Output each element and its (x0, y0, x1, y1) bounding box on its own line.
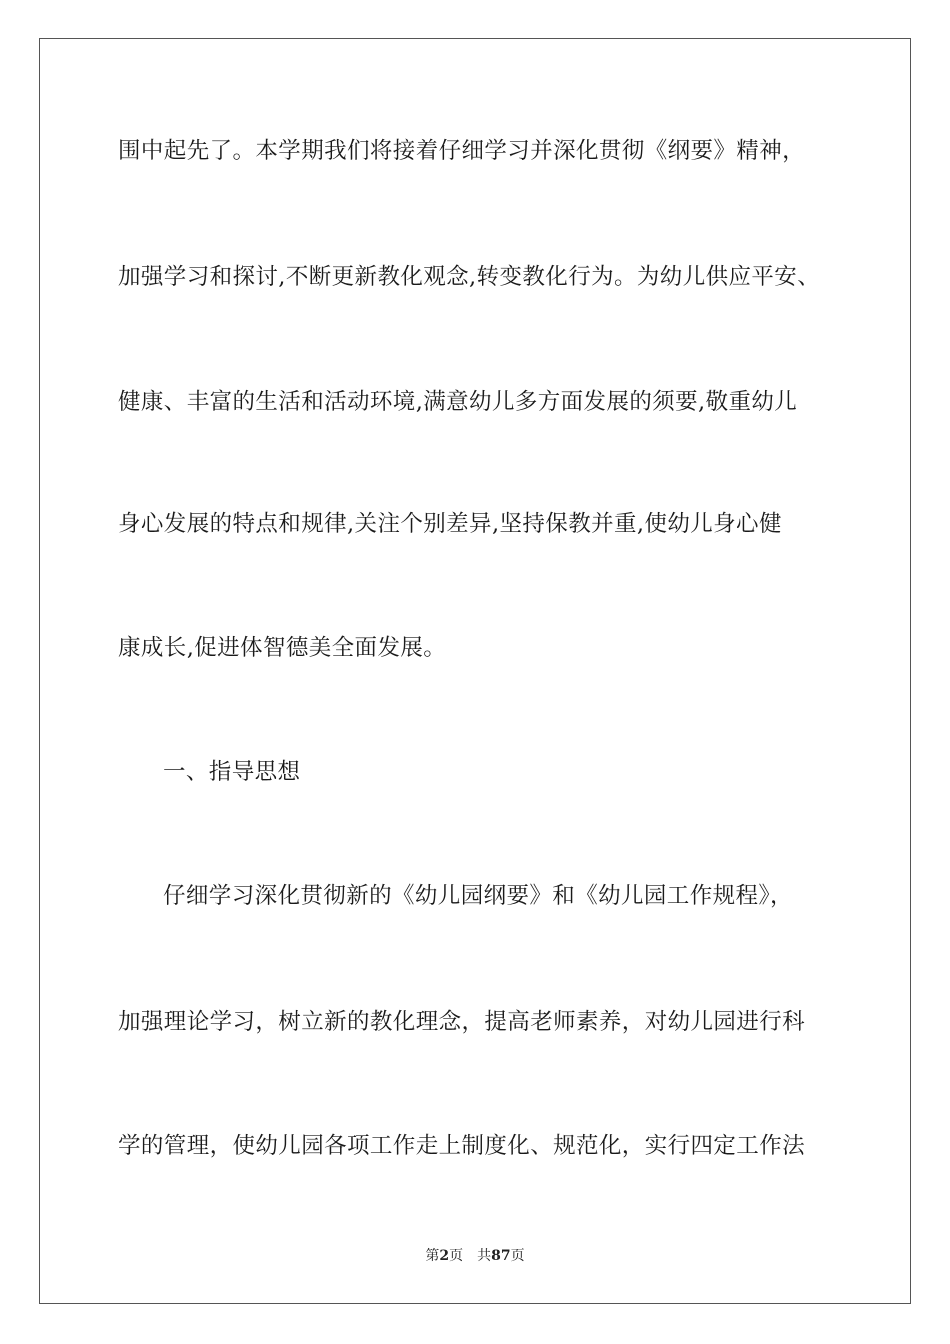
body-text-line-6: 仔细学习深化贯彻新的《幼儿园纲要》和《幼儿园工作规程》， (163, 883, 793, 909)
body-text-line-7: 加强理论学习，树立新的教化理念，提高老师素养，对幼儿园进行科 (118, 1009, 806, 1035)
total-suffix: 页 (510, 1248, 525, 1264)
page-number: 2 (439, 1248, 450, 1264)
body-text-line-2: 加强学习和探讨,不断更新教化观念,转变教化行为。为幼儿供应平安、 (118, 264, 821, 290)
body-text-line-1: 围中起先了。本学期我们将接着仔细学习并深化贯彻《纲要》精神， (118, 138, 806, 164)
body-text-line-5: 康成长,促进体智德美全面发展。 (118, 635, 447, 661)
total-prefix: 共 (477, 1248, 492, 1264)
page-footer (0, 1246, 950, 1266)
section-heading: 一、指导思想 (163, 759, 301, 785)
total-pages: 87 (491, 1248, 511, 1264)
page-suffix: 页 (449, 1248, 464, 1264)
page-border (39, 38, 911, 1304)
body-text-line-4: 身心发展的特点和规律,关注个别差异,坚持保教并重,使幼儿身心健 (118, 511, 782, 537)
body-text-line-8: 学的管理，使幼儿园各项工作走上制度化、规范化，实行四定工作法 (118, 1133, 806, 1159)
page-prefix: 第 (425, 1248, 440, 1264)
body-text-line-3: 健康、丰富的生活和活动环境,满意幼儿多方面发展的须要,敬重幼儿 (118, 389, 798, 415)
